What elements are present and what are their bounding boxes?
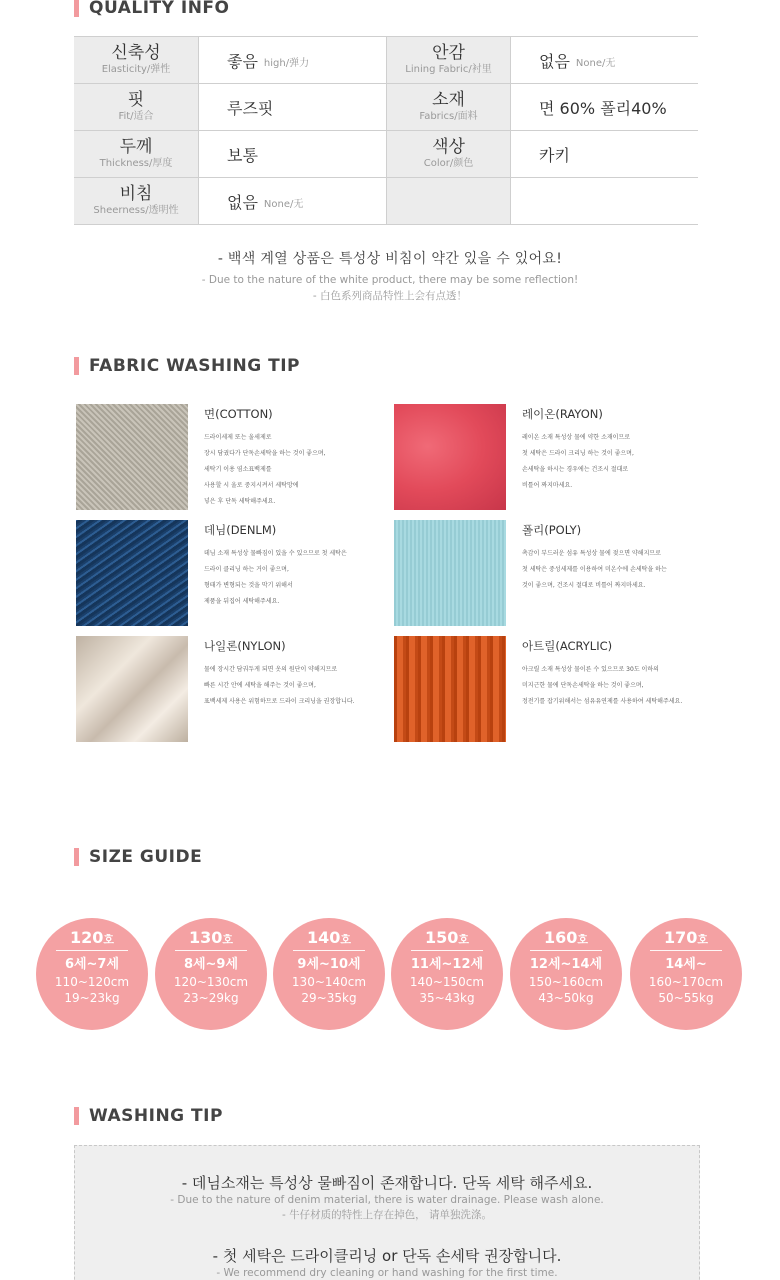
washing-block [75,1172,699,1223]
quality-label [74,131,198,177]
value-main: 좋음 [227,51,258,71]
acrylic-swatch-image [394,636,506,742]
desc-line: 제품을 뒤집어 세탁해주세요. [204,598,280,605]
fabric-tip-title: FABRIC WASHING TIP [89,356,301,376]
value-main: 카키 [539,145,570,165]
label-en: Thickness/厚度 [99,158,173,169]
fabric-desc [204,546,394,610]
size-number: 120호 [69,928,115,947]
quality-value [198,131,386,177]
circle-divider [293,950,365,951]
desc-line: 첫 세탁은 중성세제를 이용하여 미온수에 손세탁을 하는 [522,566,667,573]
washing-tip-box [74,1145,700,1280]
notice-en: - Due to the nature of the white product, there may be some reflection! [201,274,579,286]
sheerness-notice [0,248,780,304]
fabric-desc [204,430,394,510]
desc-line: 넣은 후 단독 세탁해주세요. [204,498,276,505]
size-age: 12세~14세 [529,957,603,972]
desc-line: 물에 장시간 담궈두게 되면 옷의 원단이 약해지므로 [204,666,338,673]
quality-row [74,178,698,225]
size-weight: 50~55kg [658,991,714,1005]
desc-line: 형태가 변형되는 것을 막기 위해서 [204,582,293,589]
size-weight: 35~43kg [419,991,475,1005]
circle-divider [56,950,128,951]
heading-accent-bar [74,1107,79,1125]
value-sub: high/弹力 [263,58,310,69]
size-guide-heading [74,847,202,867]
size-height: 110~120cm [54,975,130,989]
fabric-desc [522,430,712,494]
circle-divider [650,950,722,951]
size-weight: 23~29kg [183,991,239,1005]
size-age: 14세~ [665,957,707,972]
circle-divider [175,950,247,951]
size-age: 11세~12세 [410,957,484,972]
size-circle [510,918,622,1030]
label-ko: 핏 [127,90,145,110]
fabric-item-nylon [76,636,396,742]
quality-label [74,37,198,83]
value-main: 면 60% 폴리40% [539,98,667,118]
quality-value [198,178,386,224]
desc-line: 아크릴 소재 특성상 물이른 수 있으므로 30도 이하의 [522,666,659,673]
quality-info-heading [74,0,230,18]
desc-line: 데님 소재 특성상 물빠짐이 있을 수 있으므로 첫 세탁은 [204,550,347,557]
label-ko: 두께 [119,137,153,157]
fabric-name: 폴리(POLY) [522,523,582,537]
label-ko: 신축성 [111,43,161,63]
label-ko: 색상 [432,137,465,157]
size-height: 140~150cm [409,975,485,989]
fabric-name: 레이온(RAYON) [522,407,603,421]
washing-cn: - 牛仔材质的特性上存在掉色， 请单独洗涤。 [282,1209,492,1221]
size-height: 150~160cm [528,975,604,989]
size-age: 9세~10세 [297,957,361,972]
quality-row [74,131,698,178]
quality-table [74,36,698,225]
quality-value [510,84,698,130]
size-circle [391,918,503,1030]
size-weight: 29~35kg [301,991,357,1005]
nylon-swatch-image [76,636,188,742]
desc-line: 표백세제 사용은 위험하므로 드라이 크리닝을 권장합니다. [204,698,355,705]
quality-label [386,84,510,130]
rayon-swatch-image [394,404,506,510]
label-en: Fit/适合 [118,111,154,122]
quality-label [74,84,198,130]
label-ko: 소재 [432,90,465,110]
quality-label [74,178,198,224]
label-en: Lining Fabric/衬里 [405,64,492,75]
value-sub: None/无 [263,199,304,210]
quality-value-empty [510,178,698,224]
denim-swatch-image [76,520,188,626]
desc-line: 첫 세탁은 드라이 크리닝 하는 것이 좋으며, [522,450,634,457]
size-circle [273,918,385,1030]
washing-en: - Due to the nature of denim material, there is water drainage. Please wash alone. [170,1194,604,1206]
fabric-name: 나일론(NYLON) [204,639,286,653]
quality-label [386,37,510,83]
quality-value [198,84,386,130]
washing-en: - We recommend dry cleaning or hand washing for the first time. [216,1267,558,1279]
label-en: Elasticity/弹性 [101,64,171,75]
size-number: 150호 [424,928,470,947]
quality-row [74,84,698,131]
heading-accent-bar [74,357,79,375]
value-main: 루즈핏 [227,98,274,118]
desc-line: 미지근한 물에 단독손세탁을 하는 것이 좋으며, [522,682,644,689]
desc-line: 드라이세제 또는 울세제로 [204,434,272,441]
fabric-name: 아트릴(ACRYLIC) [522,639,613,653]
washing-ko: - 데님소재는 특성상 물빠짐이 존재합니다. 단독 세탁 해주세요. [181,1174,593,1192]
fabric-item-rayon [394,404,714,510]
cotton-swatch-image [76,404,188,510]
desc-line: 사용할 시 울로 중지시켜서 세탁망에 [204,482,299,489]
size-circle [155,918,267,1030]
fabric-item-denim [76,520,396,626]
desc-line: 빠른 시간 안에 세탁을 해주는 것이 좋으며, [204,682,316,689]
size-age: 6세~7세 [64,957,120,972]
fabric-name: 데님(DENLM) [204,523,277,537]
desc-line: 손세탁을 하시는 경우에는 건조시 절대로 [522,466,629,473]
desc-line: 정전기를 잡기위해서는 섬유유연제를 사용하여 세탁해주세요. [522,698,683,705]
fabric-desc [204,662,394,710]
desc-line: 레이온 소재 특성상 물에 약한 소재이므로 [522,434,631,441]
desc-line: 비틀어 짜지마세요. [522,482,573,489]
label-en: Color/颜色 [423,158,474,169]
desc-line: 촉감이 부드러운 섬유 특성상 물에 젖으면 약해지므로 [522,550,661,557]
washing-tip-heading [74,1106,223,1126]
label-ko: 안감 [432,43,465,63]
size-number: 140호 [306,928,352,947]
desc-line: 드라이 클리닝 하는 거이 좋으며, [204,566,289,573]
heading-accent-bar [74,848,79,866]
value-main: 없음 [539,51,570,71]
value-main: 없음 [227,192,258,212]
quality-row [74,37,698,84]
size-number: 130호 [188,928,234,947]
size-height: 160~170cm [648,975,724,989]
size-height: 120~130cm [173,975,249,989]
label-en: Fabrics/面料 [419,111,478,122]
size-circle [36,918,148,1030]
fabric-tip-heading [74,356,300,376]
size-height: 130~140cm [291,975,367,989]
quality-info-title: QUALITY INFO [89,0,230,18]
size-circle [630,918,742,1030]
label-ko: 비침 [119,184,153,204]
size-number: 170호 [663,928,709,947]
washing-block [75,1245,699,1280]
notice-ko: - 백색 계열 상품은 특성상 비침이 약간 있을 수 있어요! [217,251,563,267]
notice-cn: - 白色系列商品特性上会有点透！ [312,290,468,302]
fabric-item-cotton [76,404,396,510]
size-guide-title: SIZE GUIDE [89,847,203,867]
value-main: 보통 [227,145,258,165]
quality-value [510,131,698,177]
quality-value [198,37,386,83]
fabric-name: 면(COTTON) [204,407,273,421]
fabric-desc [522,662,712,710]
quality-value [510,37,698,83]
washing-ko: - 첫 세탁은 드라이클리닝 or 단독 손세탁 권장합니다. [212,1247,562,1265]
quality-label-empty [386,178,510,224]
fabric-desc [522,546,712,594]
circle-divider [530,950,602,951]
heading-accent-bar [74,0,79,17]
desc-line: 것이 좋으며, 건조시 절대로 비틀어 짜지마세요. [522,582,646,589]
size-weight: 43~50kg [538,991,594,1005]
quality-label [386,131,510,177]
fabric-item-poly [394,520,714,626]
value-sub: None/无 [575,58,616,69]
size-number: 160호 [543,928,589,947]
label-en: Sheerness/透明性 [93,205,179,216]
fabric-item-acrylic [394,636,714,742]
circle-divider [411,950,483,951]
desc-line: 세탁기 이용 염소표백제를 [204,466,272,473]
washing-tip-title: WASHING TIP [89,1106,223,1126]
size-age: 8세~9세 [183,957,239,972]
desc-line: 장시 담궜다가 단독손세탁을 하는 것이 좋으며, [204,450,326,457]
poly-swatch-image [394,520,506,626]
size-weight: 19~23kg [64,991,120,1005]
